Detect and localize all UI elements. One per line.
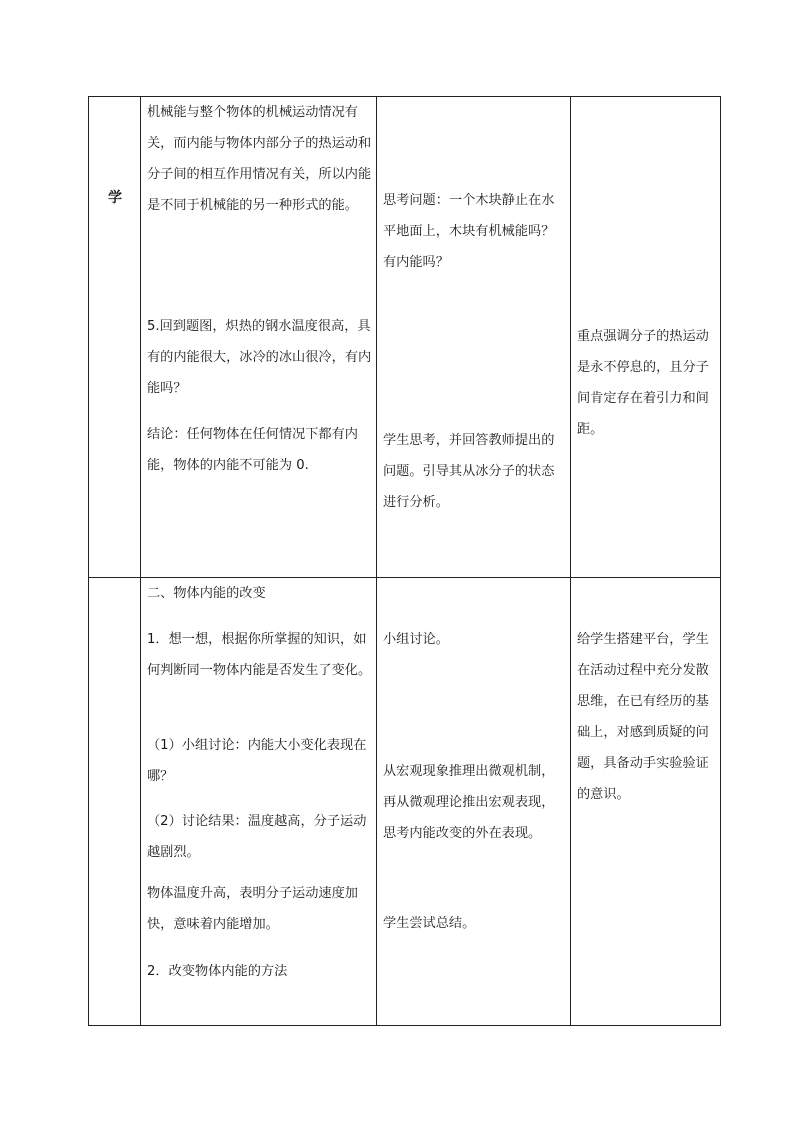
paragraph: 从宏观现象推理出微观机制，再从微观理论推出宏观表现，思考内能改变的外在表现。 xyxy=(383,764,555,841)
paragraph: 1．想一想，根据你所掌握的知识，如何判断同一物体内能是否发生了变化。 xyxy=(147,632,372,678)
paragraph: 给学生搭建平台，学生在活动过程中充分发散思维，在已有经历的基础上，对感到质疑的问题，具备动手实验验证的意识。 xyxy=(577,632,709,802)
paragraph: （2）讨论结果：温度越高，分子运动越剧烈。 xyxy=(147,814,367,860)
stage-column-cell xyxy=(89,97,141,578)
lesson-plan-table xyxy=(88,96,721,1026)
paragraph: 思考问题：一个木块静止在水平地面上，木块有机械能吗？有内能吗？ xyxy=(383,193,555,270)
stage-label: 学 xyxy=(108,190,122,206)
design-intent-cell xyxy=(571,97,721,578)
stage-column-cell xyxy=(89,578,141,1026)
table-row xyxy=(89,578,721,1026)
paragraph: 重点强调分子的热运动是永不停息的，且分子间肯定存在着引力和间距。 xyxy=(577,329,709,437)
section-heading: 二、物体内能的改变 xyxy=(147,586,266,601)
design-intent-cell xyxy=(571,578,721,1026)
paragraph: 学生思考，并回答教师提出的问题。引导其从冰分子的状态进行分析。 xyxy=(383,433,555,510)
teacher-activity-cell xyxy=(141,97,377,578)
student-activity-cell xyxy=(377,97,571,578)
student-activity-cell xyxy=(377,578,571,1026)
paragraph: 5.回到题图，炽热的钢水温度很高，具有的内能很大，冰冷的冰山很冷，有内能吗？ xyxy=(147,319,372,396)
paragraph: 结论：任何物体在任何情况下都有内能，物体的内能不可能为 0. xyxy=(147,427,358,473)
paragraph: 物体温度升高，表明分子运动速度加快，意味着内能增加。 xyxy=(147,886,358,932)
paragraph: 机械能与整个物体的机械运动情况有关，而内能与物体内部分子的热运动和分子间的相互作用情况有关，所以内能是不同于机械能的另一种形式的能。 xyxy=(147,105,372,213)
teacher-activity-cell xyxy=(141,578,377,1026)
table-row xyxy=(89,97,721,578)
paragraph: 学生尝试总结。 xyxy=(383,916,476,931)
paragraph: （1）小组讨论：内能大小变化表现在哪？ xyxy=(147,738,367,784)
paragraph: 2．改变物体内能的方法 xyxy=(147,964,288,979)
paragraph: 小组讨论。 xyxy=(383,632,449,647)
